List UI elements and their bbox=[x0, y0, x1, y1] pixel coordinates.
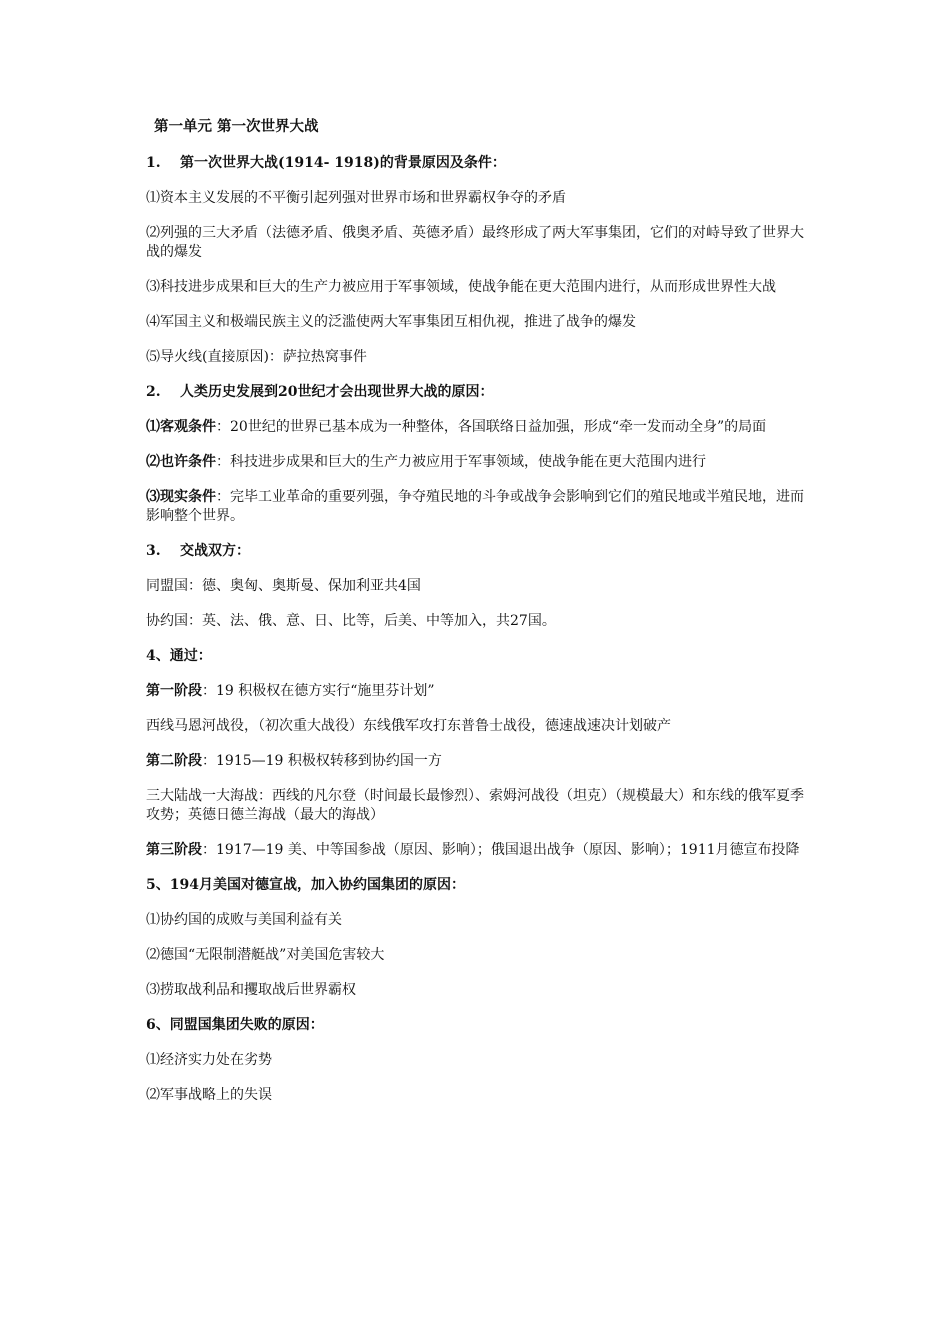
section-5-item: ⑴协约国的成败与美国利益有关 bbox=[146, 912, 342, 928]
section-3-heading bbox=[146, 542, 811, 561]
stage-2 bbox=[146, 752, 811, 771]
section-1-title: 第一次世界大战(1914- 1918)的背景原因及条件： bbox=[180, 155, 506, 171]
section-2-item bbox=[146, 488, 811, 526]
section-4-heading: 4、通过： bbox=[146, 648, 212, 664]
section-2-number: 2. bbox=[146, 384, 161, 400]
section-3-number: 3. bbox=[146, 543, 161, 559]
section-5-item: ⑶捞取战利品和攫取战后世界霸权 bbox=[146, 982, 356, 998]
item-text: ：科技进步成果和巨大的生产力被应用于军事领域，使战争能在更大范围内进行 bbox=[216, 454, 706, 470]
section-1-item: ⑵列强的三大矛盾（法德矛盾、俄奥矛盾、英德矛盾）最终形成了两大军事集团，它们的对峙导致了世界大战的爆发 bbox=[146, 225, 804, 260]
section-6-heading: 6、同盟国集团失败的原因： bbox=[146, 1017, 324, 1033]
stage-text: ：19 积极权在德方实行“施里芬计划” bbox=[202, 683, 435, 699]
unit-title: 第一单元 第一次世界大战 bbox=[154, 118, 319, 135]
section-2-item bbox=[146, 453, 811, 472]
stage-2-detail: 三大陆战一大海战：西线的凡尔登（时间最长最惨烈）、索姆河战役（坦克）（规模最大）和东线的俄军夏季攻势；英德日德兰海战（最大的海战） bbox=[146, 788, 804, 823]
stage-1 bbox=[146, 682, 811, 701]
section-1-heading bbox=[146, 154, 811, 173]
section-3-title: 交战双方： bbox=[180, 543, 250, 559]
item-label: ⑵也许条件 bbox=[146, 454, 216, 470]
item-label: ⑴客观条件 bbox=[146, 419, 216, 435]
stage-3 bbox=[146, 841, 811, 860]
section-1-item: ⑴资本主义发展的不平衡引起列强对世界市场和世界霸权争夺的矛盾 bbox=[146, 190, 566, 206]
section-3-item: 协约国：英、法、俄、意、日、比等，后美、中等加入，共27国。 bbox=[146, 613, 556, 629]
section-2-heading bbox=[146, 383, 811, 402]
stage-1-detail: 西线马恩河战役，（初次重大战役）东线俄军攻打东普鲁士战役，德速战速决计划破产 bbox=[146, 718, 671, 734]
section-2-item bbox=[146, 418, 811, 437]
section-3-item: 同盟国：德、奥匈、奥斯曼、保加利亚共4国 bbox=[146, 578, 421, 594]
stage-label: 第三阶段 bbox=[146, 842, 202, 858]
item-text: ：完毕工业革命的重要列强，争夺殖民地的斗争或战争会影响到它们的殖民地或半殖民地，进而影响整个世界。 bbox=[146, 489, 804, 524]
section-2-title: 人类历史发展到20世纪才会出现世界大战的原因： bbox=[180, 384, 494, 400]
section-6-item: ⑵军事战略上的失误 bbox=[146, 1087, 272, 1103]
section-1-item: ⑸导火线(直接原因)：萨拉热窝事件 bbox=[146, 349, 367, 365]
item-label: ⑶现实条件 bbox=[146, 489, 216, 505]
item-text: ：20世纪的世界已基本成为一种整体，各国联络日益加强，形成“牵一发而动全身”的局面 bbox=[216, 419, 767, 435]
section-1-item: ⑶科技进步成果和巨大的生产力被应用于军事领域，使战争能在更大范围内进行，从而形成世界性大战 bbox=[146, 279, 776, 295]
section-5-heading: 5、194月美国对德宣战，加入协约国集团的原因： bbox=[146, 877, 465, 893]
stage-label: 第一阶段 bbox=[146, 683, 202, 699]
section-1-item: ⑷军国主义和极端民族主义的泛滥使两大军事集团互相仇视，推进了战争的爆发 bbox=[146, 314, 636, 330]
section-5-item: ⑵德国“无限制潜艇战”对美国危害较大 bbox=[146, 947, 385, 963]
section-6-item: ⑴经济实力处在劣势 bbox=[146, 1052, 272, 1068]
document-page bbox=[146, 116, 811, 1105]
section-1-number: 1. bbox=[146, 155, 161, 171]
stage-text: ：1915—19 积极权转移到协约国一方 bbox=[202, 753, 442, 769]
stage-text: ：1917—19 美、中等国参战（原因、影响）；俄国退出战争（原因、影响）；1911月德宣布投降 bbox=[202, 842, 800, 858]
stage-label: 第二阶段 bbox=[146, 753, 202, 769]
